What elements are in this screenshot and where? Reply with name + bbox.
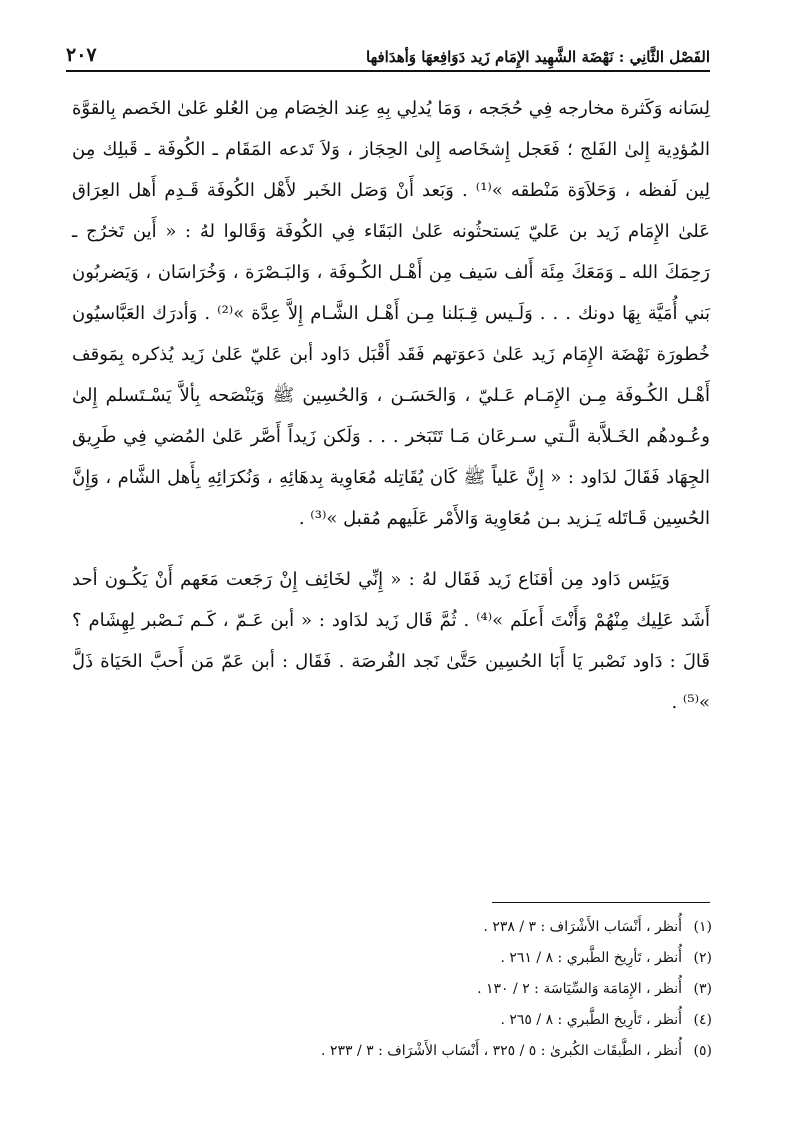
footnote-text: أُنظر ، الإِمَامَة وَالسِّيَاسَة : ٢ / ١٣٠ . bbox=[477, 981, 682, 997]
running-header bbox=[66, 30, 710, 66]
main-text bbox=[72, 88, 710, 723]
footnote-text: أُنظر ، أَنْسَاب الأَشْرَاف : ٣ / ٢٣٨ . bbox=[483, 919, 682, 935]
paragraph: وَيَئِس دَاود مِن أقنَاع زَيد فَقَال لهُ : « إِنِّي لخَائِف إِنْ رَجَعت مَعَهم أَنْ يَكُـون أحد أَشَد عَلِيك مِنْهُمْ وَأَنْتَ أَعلَم »⁽⁴⁾ . ثُمَّ قَال زَيد لدَاود : « أبن عَـمّ ، كَـم نَـصْبر لِهِشَام ؟ قَالَ : دَاود نَصْبر يَا أَبَا الحُسِين حَتَّىٰ نَجد الفُرصَة . فَقَال : أبن عَمّ مَن أَحبَّ الحَيَاة ذَلَّ »⁽⁵⁾ . bbox=[72, 569, 710, 713]
chapter-title: الفَصْل الثَّانِي : نَهْضَة الشَّهِيد الإِمَام زَيد دَوَافِعهَا وَأهدَافها bbox=[366, 48, 710, 66]
footnote-number: (٤) bbox=[693, 1012, 712, 1028]
footnote bbox=[66, 912, 712, 943]
footnote-number: (٣) bbox=[693, 981, 712, 997]
footnote-text: أُنظر ، تَأرِيخ الطَّبري : ٨ / ٢٦١ . bbox=[500, 950, 682, 966]
footnote-number: (٢) bbox=[693, 950, 712, 966]
footnote bbox=[66, 1036, 712, 1067]
footnote-text: أُنظر ، تَأرِيخ الطَّبري : ٨ / ٢٦٥ . bbox=[500, 1012, 682, 1028]
footnote-number: (٥) bbox=[693, 1043, 712, 1059]
footnote bbox=[66, 1005, 712, 1036]
footnote-number: (١) bbox=[693, 919, 712, 935]
footnote bbox=[66, 943, 712, 974]
footnotes bbox=[66, 912, 712, 1067]
footnote bbox=[66, 974, 712, 1005]
page-number: ٢٠٧ bbox=[66, 44, 97, 66]
paragraph: لِسَانه وَكَثرة مخارجه فِي حُجَجه ، وَمَا يُدلِي بِهِ عِند الخِصَام مِن العُلو عَلىٰ الخَصم بِالقوَّة المُؤدِية إِلىٰ الفَلج ؛ فَعَجل إِشخَاصه إِلىٰ الحِجَاز ، وَلاَ تَدعه المَقَام ـ الكُوفَة ـ قَبلِك مِن لِين لَفظه ، وَحَلاَوَة مَنْطقه »⁽¹⁾ . وَبَعد أَنْ وَصَل الخَبر لأَهْل الكُوفَة قَـدِم أَهل العِرَاق عَلىٰ الإِمَام زَيد بن عَليّ يَستحثُونه عَلىٰ البَقَاء فِي الكُوفَة وَقَالوا لهُ : « أَين تَخرُج ـ رَحِمَكَ الله ـ وَمَعَكَ مِئَة أَلف سَيف مِن أَهْـل الكُـوفَة ، وَالبَـصْرَة ، وَخُرَاسَان ، وَيَضربُون بَني أُمَيَّة بِهَا دونك . . . وَلَـيس قِـبَلنا مِـن أَهْـل الشَّـام إِلاَّ عِدَّة »⁽²⁾ . وَأدرَك العَبَّاسيُون خُطورَة نَهْضَة الإِمَام زَيد عَلىٰ دَعوَتهم فَقَد أَقْبَل دَاود أبن عَليّ عَلىٰ زَيد يُذكره بِمَوقف أَهْـل الكُـوفَة مِـن الإِمَـام عَـليّ ، وَالحَسَـن ، وَالحُسِين ﷺ وَيَنْصَحه بِألاَّ يَسْـتَسلم إِلىٰ وعُـودهُم الخَـلاَّبة الَّـتي سـرعَان مَـا تَتَبَخر . . . وَلَكن زَيداً أَصَّر عَلىٰ المُضي فِي طَرِيق الجِهَاد فَقَالَ لدَاود : « إِنَّ عَلياً ﷺ كَان يُقَاتِله مُعَاوِية بِدهَائِهِ ، وَنُكرَائِهِ بِأَهل الشَّام ، وَإِنَّ الحُسِين قَـاتَله يَـزيد بـن مُعَاوِية وَالأَمْر عَلَيهم مُقبل »⁽³⁾ . bbox=[72, 98, 710, 529]
footnote-text: أُنظر ، الطَّبقَات الكُبرىٰ : ٥ / ٣٢٥ ، أَنْسَاب الأَشْرَاف : ٣ / ٢٣٣ . bbox=[321, 1043, 682, 1059]
header-divider bbox=[66, 70, 710, 72]
footnote-divider bbox=[492, 902, 710, 903]
